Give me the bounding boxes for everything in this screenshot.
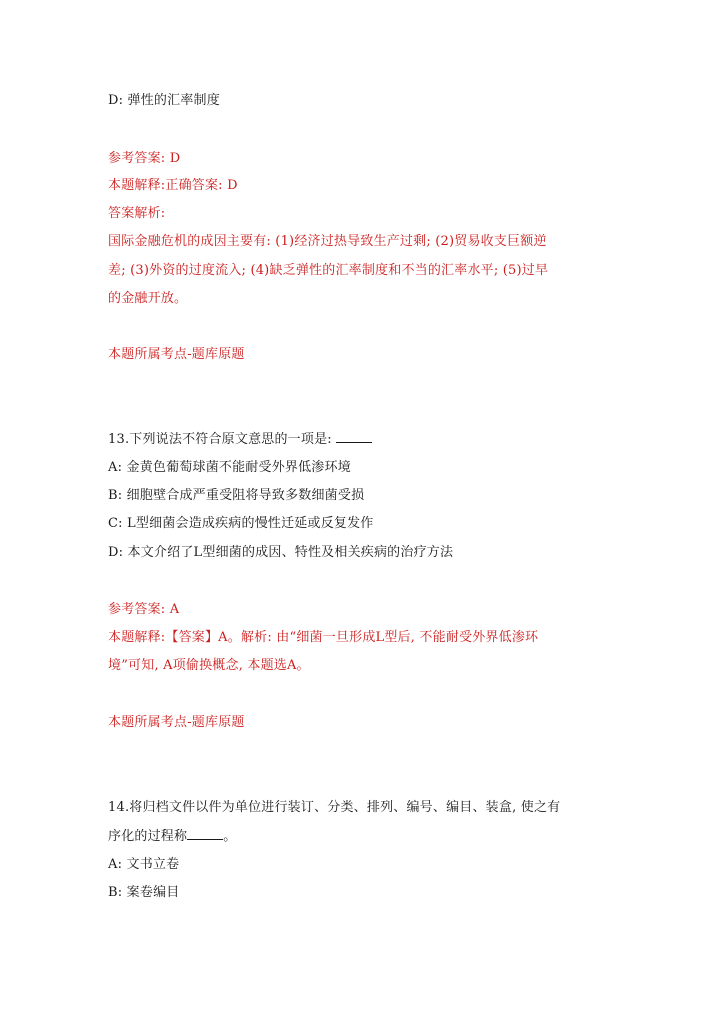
q13-answer: 参考答案: A bbox=[108, 602, 180, 617]
q12-option-d: D: 弹性的汇率制度 bbox=[108, 93, 220, 108]
q12-analysis-line-2: 差; (3)外资的过度流入; (4)缺乏弹性的汇率制度和不当的汇率水平; (5)过早 bbox=[108, 263, 549, 278]
q13-stem-text: 13.下列说法不符合原文意思的一项是: bbox=[108, 432, 332, 447]
q12-answer: 参考答案: D bbox=[108, 151, 181, 166]
q13-source: 本题所属考点-题库原题 bbox=[108, 715, 245, 730]
q14-stem-suffix: 。 bbox=[223, 829, 237, 844]
q14-stem-line-2 bbox=[108, 827, 618, 846]
q12-analysis-label: 答案解析: bbox=[108, 206, 166, 221]
q12-analysis-line-3: 的金融开放。 bbox=[108, 291, 188, 306]
q14-stem-prefix: 序化的过程称 bbox=[108, 829, 188, 844]
q14-option-a: A: 文书立卷 bbox=[108, 857, 180, 872]
q13-explanation-line-2: 境”可知, A项偷换概念, 本题选A。 bbox=[108, 658, 310, 673]
q13-option-c: C: L型细菌会造成疾病的慢性迁延或反复发作 bbox=[108, 516, 374, 531]
q14-option-b: B: 案卷编目 bbox=[108, 885, 180, 900]
q13-option-a: A: 金黄色葡萄球菌不能耐受外界低渗环境 bbox=[108, 460, 351, 475]
q12-source: 本题所属考点-题库原题 bbox=[108, 347, 245, 362]
q12-explanation-label: 本题解释:正确答案: D bbox=[108, 178, 238, 193]
answer-blank bbox=[187, 827, 223, 840]
q13-stem bbox=[108, 430, 618, 449]
q12-analysis-line-1: 国际金融危机的成因主要有: (1)经济过热导致生产过剩; (2)贸易收支巨额逆 bbox=[108, 234, 547, 249]
q13-option-d: D: 本文介绍了L型细菌的成因、特性及相关疾病的治疗方法 bbox=[108, 545, 454, 560]
q14-stem-line-1: 14.将归档文件以件为单位进行装订、分类、排列、编号、编目、装盒, 使之有 bbox=[108, 800, 561, 815]
q13-option-b: B: 细胞壁合成严重受阻将导致多数细菌受损 bbox=[108, 488, 365, 503]
answer-blank bbox=[336, 430, 372, 443]
q13-explanation-line-1: 本题解释:【答案】A。解析: 由“细菌一旦形成L型后, 不能耐受外界低渗环 bbox=[108, 630, 539, 645]
